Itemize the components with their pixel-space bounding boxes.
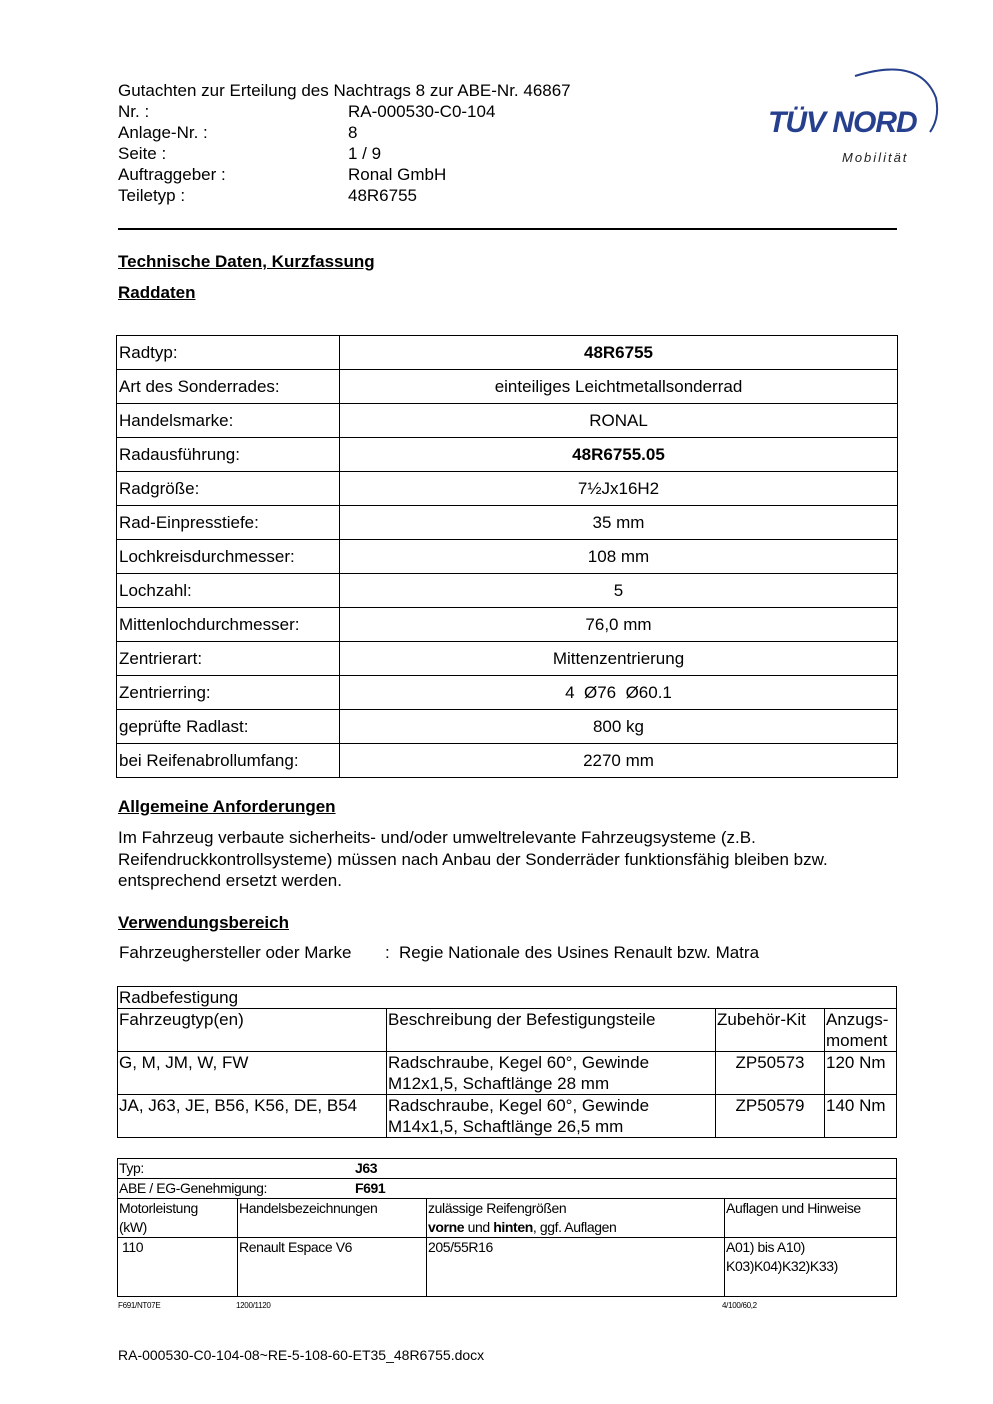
header-line: zulässige Reifengrößen	[428, 1200, 567, 1216]
tires-rest: , ggf. Auflagen	[532, 1219, 617, 1235]
table-header: Fahrzeugtyp(en)	[118, 1009, 387, 1052]
tiny-code-c: 4/100/60,2	[722, 1301, 757, 1310]
header-label: Teiletyp :	[118, 186, 186, 205]
table-value: 2270 mm	[340, 744, 898, 778]
document-header	[118, 80, 571, 206]
table-row	[117, 574, 898, 608]
notes-line: K03)K04)K32)K33)	[726, 1258, 838, 1274]
tire-size: 205/55R16	[427, 1238, 725, 1297]
paragraph-line: Im Fahrzeug verbaute sicherheits- und/oder umweltrelevante Fahrzeugsysteme (z.B.	[118, 828, 756, 847]
header-label: Nr. :	[118, 102, 150, 121]
header-title: Gutachten zur Erteilung des Nachtrags 8 zur ABE-Nr. 46867	[118, 81, 571, 100]
vehicle-table	[117, 1158, 897, 1297]
table-row	[117, 506, 898, 540]
paragraph-line: entsprechend ersetzt werden.	[118, 871, 342, 890]
table-row	[118, 987, 897, 1009]
table-row	[117, 472, 898, 506]
header-line: Anzugs-	[826, 1010, 889, 1029]
table-value: einteiliges Leichtmetallsonderrad	[340, 370, 898, 404]
header-line: Motorleistung	[119, 1200, 198, 1216]
usage-separator: :	[385, 943, 390, 962]
table-row	[118, 1238, 897, 1297]
table-key: Mittenlochdurchmesser:	[117, 608, 340, 642]
header-row	[118, 122, 571, 143]
anforderungen-paragraph	[118, 827, 898, 892]
table-key: Lochkreisdurchmesser:	[117, 540, 340, 574]
header-names: Handelsbezeichnungen	[238, 1199, 427, 1238]
table-key: Zentrierring:	[117, 676, 340, 710]
type-value: J63	[355, 1160, 378, 1176]
wheel-data-table	[116, 335, 898, 778]
header-label: Seite :	[118, 144, 167, 163]
usage-label: Fahrzeughersteller oder Marke	[119, 943, 352, 962]
header-tires	[427, 1199, 725, 1238]
tires-front: vorne	[428, 1219, 465, 1235]
table-row	[118, 1179, 897, 1199]
desc-line: M14x1,5, Schaftlänge 26,5 mm	[388, 1117, 624, 1136]
table-row	[118, 1159, 897, 1179]
table-value: 35 mm	[340, 506, 898, 540]
table-header-row	[118, 1009, 897, 1052]
header-value: 8	[348, 123, 358, 142]
kit-number: ZP50573	[716, 1052, 825, 1095]
vehicle-types: JA, J63, JE, B56, K56, DE, B54	[118, 1095, 387, 1138]
header-value: 48R6755	[348, 186, 418, 205]
table-value: 76,0 mm	[340, 608, 898, 642]
table-row	[117, 540, 898, 574]
table-row	[117, 744, 898, 778]
table-value: 4 Ø76 Ø60.1	[340, 676, 898, 710]
header-row	[118, 164, 571, 185]
header-label: Auftraggeber :	[118, 165, 226, 184]
table-row	[117, 676, 898, 710]
usage-value: Regie Nationale des Usines Renault bzw. Matra	[399, 943, 760, 962]
table-value: 800 kg	[340, 710, 898, 744]
torque-value: 120 Nm	[825, 1052, 897, 1095]
table-value: 108 mm	[340, 540, 898, 574]
section-heading-tech: Technische Daten, Kurzfassung	[118, 252, 375, 271]
header-label: Anlage-Nr. :	[118, 123, 208, 142]
table-value: 48R6755.05	[340, 438, 898, 472]
tiny-code-a: F691/NT07E	[118, 1301, 161, 1310]
paragraph-line: Reifendruckkontrollsysteme) müssen nach Anbau der Sonderräder funktionsfähig bleiben bzw.	[118, 849, 828, 869]
table-row	[117, 438, 898, 472]
notes-line: A01) bis A10)	[726, 1239, 805, 1255]
table-header-torque	[825, 1009, 897, 1052]
header-notes: Auflagen und Hinweise	[725, 1199, 897, 1238]
header-value: RA-000530-C0-104	[348, 102, 496, 121]
table-value: 7½Jx16H2	[340, 472, 898, 506]
abe-cell	[118, 1179, 897, 1199]
fastening-desc	[387, 1095, 716, 1138]
table-row	[117, 370, 898, 404]
header-row	[118, 101, 571, 122]
table-row	[117, 710, 898, 744]
kit-number: ZP50579	[716, 1095, 825, 1138]
table-row	[118, 1095, 897, 1138]
header-power	[118, 1199, 238, 1238]
type-cell	[118, 1159, 897, 1179]
table-header: Beschreibung der Befestigungsteile	[387, 1009, 716, 1052]
header-line: (kW)	[119, 1219, 147, 1235]
desc-line: Radschraube, Kegel 60°, Gewinde	[388, 1096, 650, 1115]
fastening-desc	[387, 1052, 716, 1095]
footer-filename: RA-000530-C0-104-08~RE-5-108-60-ET35_48R6755.docx	[118, 1347, 485, 1363]
table-key: Radgröße:	[117, 472, 340, 506]
tires-and: und	[464, 1219, 494, 1235]
abe-label: ABE / EG-Genehmigung:	[119, 1180, 268, 1196]
logo-subtitle: Mobilität	[842, 150, 909, 165]
header-row	[118, 185, 571, 206]
table-key: Rad-Einpresstiefe:	[117, 506, 340, 540]
section-heading-raddaten: Raddaten	[118, 283, 196, 302]
table-row	[117, 608, 898, 642]
table-key: Radausführung:	[117, 438, 340, 472]
tiny-code-b: 1200/1120	[236, 1301, 271, 1310]
table-key: bei Reifenabrollumfang:	[117, 744, 340, 778]
desc-line: Radschraube, Kegel 60°, Gewinde	[388, 1053, 650, 1072]
table-key: Lochzahl:	[117, 574, 340, 608]
logo-wordmark: TÜV NORD	[768, 106, 917, 139]
header-value: Ronal GmbH	[348, 165, 447, 184]
table-key: Art des Sonderrades:	[117, 370, 340, 404]
fastening-table	[117, 986, 897, 1138]
table-value: 5	[340, 574, 898, 608]
vehicle-types: G, M, JM, W, FW	[118, 1052, 387, 1095]
abe-value: F691	[355, 1180, 386, 1196]
table-value: RONAL	[340, 404, 898, 438]
section-heading-verwendung: Verwendungsbereich	[118, 913, 289, 932]
type-label: Typ:	[119, 1160, 144, 1176]
table-header-row	[118, 1199, 897, 1238]
header-divider	[118, 228, 897, 230]
table-value: 48R6755	[340, 336, 898, 370]
trade-name: Renault Espace V6	[238, 1238, 427, 1297]
table-row	[117, 336, 898, 370]
table-key: Radtyp:	[117, 336, 340, 370]
table-row	[117, 642, 898, 676]
tires-rear: hinten	[493, 1219, 533, 1235]
table-key: geprüfte Radlast:	[117, 710, 340, 744]
header-row	[118, 143, 571, 164]
table-key: Handelsmarke:	[117, 404, 340, 438]
header-line	[428, 1218, 723, 1237]
header-line: moment	[826, 1031, 888, 1050]
table-key: Zentrierart:	[117, 642, 340, 676]
power-value: 110	[118, 1238, 238, 1297]
table-title: Radbefestigung	[118, 987, 897, 1009]
table-value: Mittenzentrierung	[340, 642, 898, 676]
desc-line: M12x1,5, Schaftlänge 28 mm	[388, 1074, 610, 1093]
table-row	[117, 404, 898, 438]
section-heading-anforderungen: Allgemeine Anforderungen	[118, 797, 336, 816]
torque-value: 140 Nm	[825, 1095, 897, 1138]
notes-cell	[725, 1238, 897, 1297]
header-value: 1 / 9	[348, 144, 382, 163]
table-header: Zubehör-Kit	[716, 1009, 825, 1052]
table-row	[118, 1052, 897, 1095]
usage-line	[118, 943, 759, 963]
tuev-nord-logo	[760, 58, 940, 173]
